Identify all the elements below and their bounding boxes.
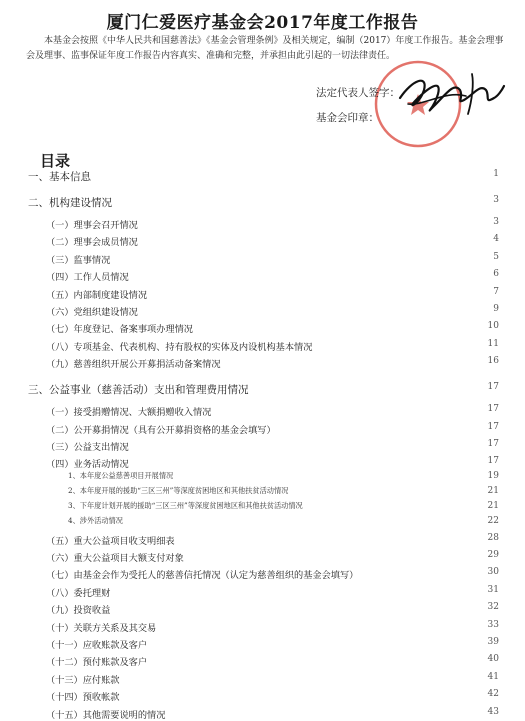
toc-heading: 目录 bbox=[40, 152, 71, 170]
toc-item-label: （十）关联方关系及其交易 bbox=[46, 622, 157, 634]
toc-item-page: 42 bbox=[487, 689, 499, 700]
document-title: 厦门仁爱医疗基金会2017年度工作报告 bbox=[106, 13, 419, 33]
toc-item-label: （二）理事会成员情况 bbox=[46, 237, 138, 249]
toc-item-label: （六）重大公益项目大额支付对象 bbox=[46, 552, 184, 564]
toc-item-label: （二）公开募捐情况（具有公开募捐资格的基金会填写） bbox=[46, 424, 276, 436]
toc-item-label: 三、公益事业（慈善活动）支出和管理费用情况 bbox=[28, 384, 249, 397]
toc-item-page: 16 bbox=[487, 356, 499, 367]
toc-item-page: 29 bbox=[487, 549, 499, 560]
toc-item-label: 3、下年度计划开展的援助“三区三州”等深度贫困地区和其他扶贫活动情况 bbox=[68, 500, 303, 510]
intro-paragraph: 本基金会按照《中华人民共和国慈善法》《基金会管理条例》及相关规定，编制（2017）年度工作报告。基金会理事会及理事、监事保证年度工作报告内容真实、准确和完整，并承担由此引起的一切法律责任。 bbox=[26, 36, 504, 61]
toc-item-label: （十四）预收帐款 bbox=[46, 692, 120, 704]
toc-item-label: （一）理事会召开情况 bbox=[46, 220, 138, 231]
toc-item-page: 22 bbox=[487, 515, 499, 526]
toc-item-page: 17 bbox=[487, 421, 499, 432]
toc-item-page: 19 bbox=[487, 471, 499, 482]
toc-item-label: 二、机构建设情况 bbox=[28, 197, 112, 209]
toc-item-page: 28 bbox=[487, 532, 499, 543]
toc-item-label: （十一）应收账款及客户 bbox=[46, 639, 148, 651]
toc-item-page: 17 bbox=[487, 439, 499, 449]
toc-item-label: （四）工作人员情况 bbox=[46, 272, 129, 284]
toc-item-page: 40 bbox=[487, 654, 499, 665]
toc-item-page: 30 bbox=[487, 567, 499, 578]
toc-item-label: （一）接受捐赠情况、大额捐赠收入情况 bbox=[46, 407, 212, 419]
toc-item-page: 21 bbox=[487, 486, 499, 497]
toc-item-label: （十二）预付账款及客户 bbox=[46, 657, 148, 669]
toc-item-label: 4、涉外活动情况 bbox=[68, 515, 123, 525]
toc-item-page: 17 bbox=[487, 456, 499, 467]
legal-rep-signature-label: 法定代表人签字： bbox=[316, 87, 400, 99]
toc-item-label: （十三）应付账款 bbox=[46, 674, 120, 686]
toc-item-label: （十五）其他需要说明的情况 bbox=[46, 709, 166, 721]
toc-item-page: 4 bbox=[493, 234, 499, 245]
toc-item-label: 2、本年度开展的援助“三区三州”等深度贫困地区和其他扶贫活动情况 bbox=[68, 486, 289, 496]
toc-item-page: 17 bbox=[487, 404, 499, 415]
toc-item-label: （七）年度登记、备案事项办理情况 bbox=[46, 324, 193, 336]
toc-item-label: （八）委托理财 bbox=[46, 587, 111, 599]
toc-item-label: （九）投资收益 bbox=[46, 605, 111, 617]
toc-item-page: 31 bbox=[487, 584, 499, 595]
toc-item-label: （四）业务活动情况 bbox=[46, 459, 129, 471]
toc-item-page: 3 bbox=[493, 195, 499, 205]
toc-item-page: 32 bbox=[487, 602, 499, 613]
toc-item-label: （五）重大公益项目收支明细表 bbox=[46, 535, 175, 547]
toc-item-page: 11 bbox=[487, 338, 499, 349]
toc-item-label: 一、基本信息 bbox=[28, 171, 91, 183]
toc-item-page: 17 bbox=[487, 382, 499, 393]
seal-label: 基金会印章： bbox=[316, 112, 379, 124]
toc-item-label: 1、本年度公益慈善项目开展情况 bbox=[68, 471, 174, 481]
toc-item-page: 6 bbox=[493, 269, 499, 280]
toc-item-page: 43 bbox=[487, 706, 499, 717]
toc-item-label: （五）内部制度建设情况 bbox=[46, 289, 148, 301]
toc-item-page: 21 bbox=[487, 500, 499, 511]
toc-item-label: （八）专项基金、代表机构、持有股权的实体及内设机构基本情况 bbox=[46, 341, 313, 353]
toc-item-label: （九）慈善组织开展公开募捐活动备案情况 bbox=[46, 359, 221, 371]
toc-item-label: （六）党组织建设情况 bbox=[46, 307, 138, 318]
toc-item-page: 10 bbox=[487, 321, 499, 332]
toc-item-label: （三）公益支出情况 bbox=[46, 442, 129, 453]
toc-item-label: （三）监事情况 bbox=[46, 254, 111, 266]
toc-item-page: 5 bbox=[493, 251, 499, 262]
toc-item-page: 39 bbox=[487, 636, 499, 647]
toc-item-label: （七）由基金会作为受托人的慈善信托情况（认定为慈善组织的基金会填写） bbox=[46, 570, 359, 582]
toc-item-page: 3 bbox=[493, 217, 499, 227]
toc-item-page: 7 bbox=[493, 286, 499, 297]
toc-item-page: 33 bbox=[487, 619, 499, 630]
toc-item-page: 1 bbox=[493, 169, 499, 179]
toc-item-page: 9 bbox=[493, 304, 499, 314]
toc-item-page: 41 bbox=[487, 671, 499, 682]
